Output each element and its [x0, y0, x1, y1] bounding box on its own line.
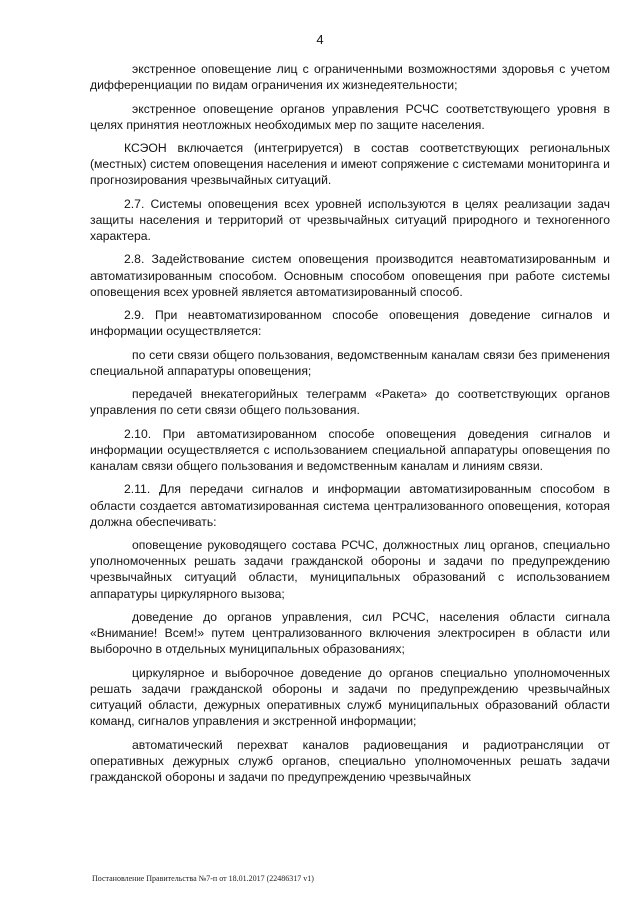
paragraph: экстренное оповещение лиц с ограниченными возможностями здоровья с учетом дифференциации по видам ограничения их жизнедеятельности; — [90, 62, 610, 93]
paragraph: оповещение руководящего состава РСЧС, должностных лиц органов, специально уполномоченных решать задачи гражданской обороны и задачи по предупреждению чрезвычайных ситуаций области, муниципальных образований с использованием аппаратуры циркулярного вызова; — [90, 538, 610, 601]
paragraph: 2.11. Для передачи сигналов и информации автоматизированным способом в области создается автоматизированная система централизованного оповещения, которая должна обеспечивать: — [90, 482, 610, 529]
paragraph: КСЭОН включается (интегрируется) в состав соответствующих региональных (местных) систем оповещения населения и имеют сопряжение с системами мониторинга и прогнозирования чрезвычайных ситуаций. — [90, 141, 610, 188]
paragraph: 2.9. При неавтоматизированном способе оповещения доведение сигналов и информации осуществляется: — [90, 308, 610, 339]
paragraph: доведение до органов управления, сил РСЧС, населения области сигнала «Внимание! Всем!» путем централизованного включения электросирен в области или выборочно в отдельных муниципальных образованиях; — [90, 609, 610, 657]
paragraph: автоматический перехват каналов радиовещания и радиотрансляции от оперативных дежурных служб органов, специально уполномоченных решать задачи гражданской обороны и задачи по предупреждению чрезвычайных — [90, 737, 610, 784]
paragraph: 2.7. Системы оповещения всех уровней используются в целях реализации задач защиты населения и территорий от чрезвычайных ситуаций природного и техногенного характера. — [90, 196, 610, 244]
paragraph: по сети связи общего пользования, ведомственным каналам связи без применения специальной аппаратуры оповещения; — [90, 347, 610, 378]
paragraph: 2.10. При автоматизированном способе оповещения доведения сигналов и информации осуществляется с использованием специальной аппаратуры оповещения по каналам связи общего пользования и ведомственным каналам и линиям связи. — [90, 426, 610, 474]
paragraph: передачей внекатегорийных телеграмм «Ракета» до соответствующих органов управления по сети связи общего пользования. — [90, 387, 610, 418]
paragraph: экстренное оповещение органов управления РСЧС соответствующего уровня в целях принятия неотложных необходимых мер по защите населения. — [90, 101, 610, 132]
paragraph: 2.8. Задействование систем оповещения производится неавтоматизированным и автоматизированным способом. Основным способом оповещения при работе системы оповещения всех уровней является автоматизированный способ. — [90, 252, 610, 299]
paragraph: циркулярное и выборочное доведение до органов специально уполномоченных решать задачи гражданской обороны и задачи по предупреждению чрезвычайных ситуаций области, дежурных оперативных служб муниципальных образований области команд, сигналов управления и экстренной информации; — [90, 665, 610, 729]
page-number: 4 — [316, 32, 324, 47]
document-body — [90, 61, 610, 792]
document-footer: Постановление Правительства №7-п от 18.01.2017 (22486317 v1) — [92, 874, 314, 883]
